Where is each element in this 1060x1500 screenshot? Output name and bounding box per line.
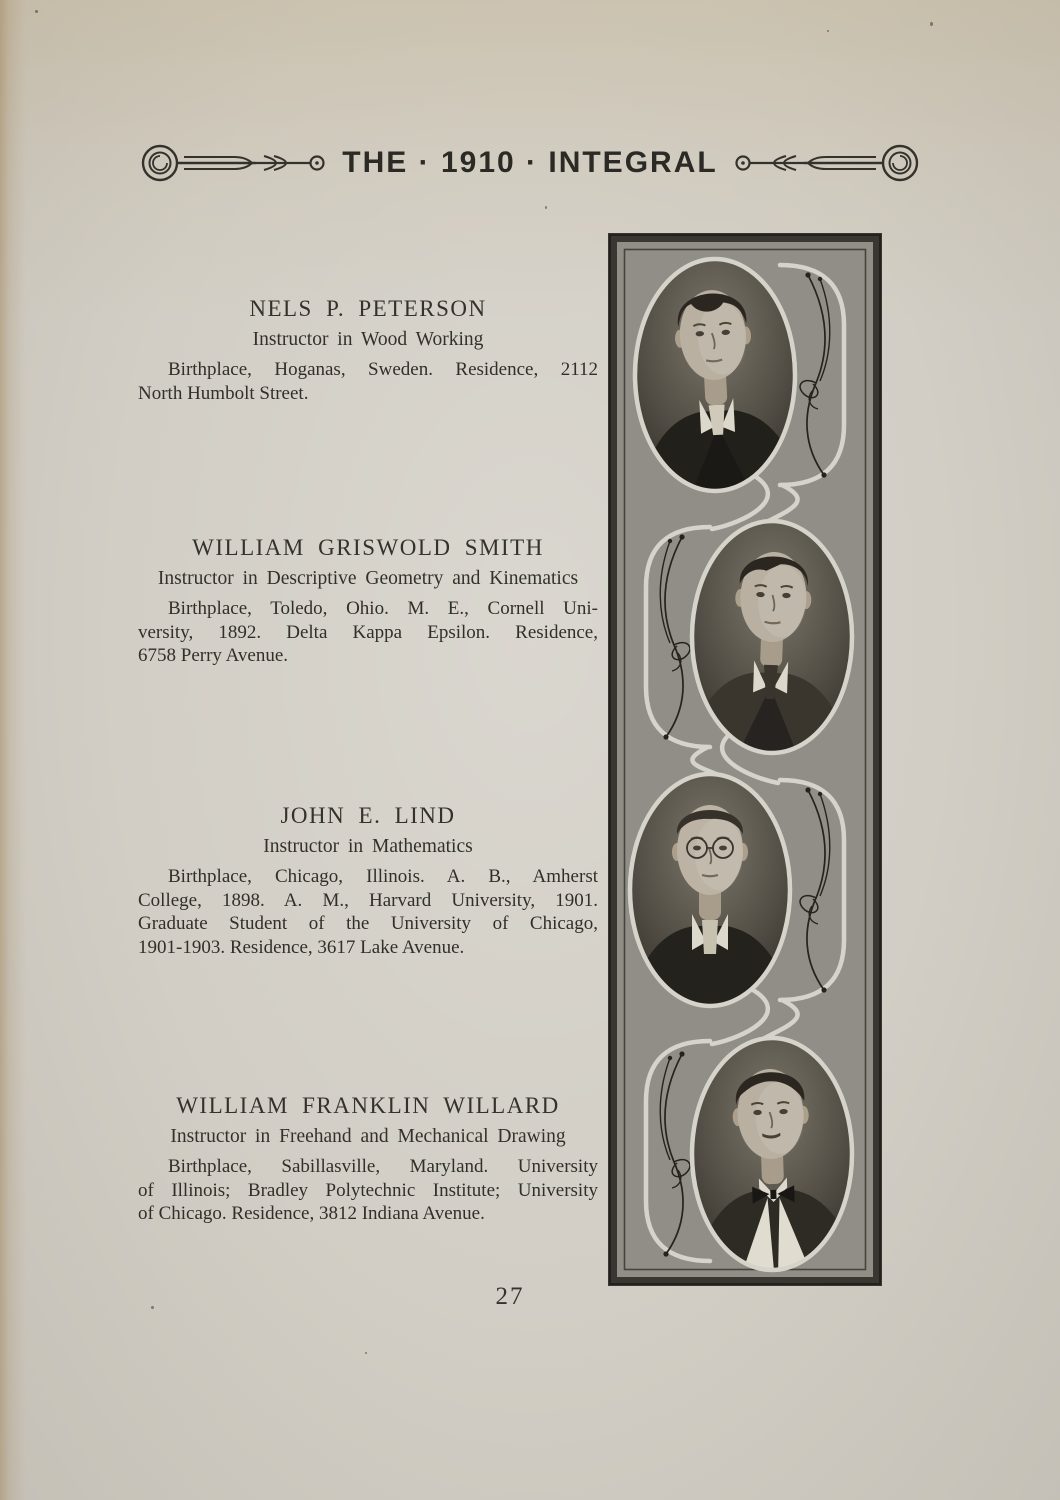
entry-bio [138,865,598,959]
filigree-right-icon [732,135,922,191]
filigree-left-icon [138,135,328,191]
bio-line: Graduate Student of the University of Chicago, [138,913,598,934]
faculty-entry [138,533,598,668]
page-title: THE · 1910 · INTEGRAL [342,146,718,179]
paper-speck [827,30,829,32]
page-header [0,133,1060,193]
entry-name: NELS P. PETERSON [249,296,487,321]
page-number: 27 [495,1283,525,1310]
bio-line: 1901-1903. Residence, 3617 Lake Avenue. [138,936,465,958]
bio-line: 6758 Perry Avenue. [138,645,289,666]
bio-line: versity, 1892. Delta Kappa Epsilon. Residence, [138,621,598,643]
bio-line: Birthplace, Toledo, Ohio. M. E., Cornell Uni- [168,598,598,619]
photo-panel-graphic [608,233,882,1286]
entry-name: WILLIAM GRISWOLD SMITH [192,535,544,560]
entry-bio [138,1155,598,1226]
bio-line: of Chicago. Residence, 3812 Indiana Avenue. [138,1203,485,1224]
entry-title: Instructor in Wood Working [252,329,484,350]
bio-line: Birthplace, Hoganas, Sweden. Residence, 2112 [168,359,598,380]
faculty-entry [138,1091,598,1226]
paper-speck [930,22,933,26]
photo-panel [608,233,882,1286]
entry-bio [138,358,598,405]
faculty-entry [138,801,598,959]
paper-speck [545,206,547,209]
bio-line: Birthplace, Sabillasville, Maryland. University [168,1156,598,1177]
entry-bio [138,597,598,668]
paper-speck [151,1306,154,1309]
entry-title: Instructor in Descriptive Geometry and Kinematics [157,568,579,589]
bio-line: North Humbolt Street. [138,382,309,404]
bio-line: of Illinois; Bradley Polytechnic Institute; University [138,1179,598,1201]
entry-name: JOHN E. LIND [280,803,456,828]
paper-speck [365,1352,367,1354]
bio-line: College, 1898. A. M., Harvard University, 1901. [138,889,598,911]
entry-name: WILLIAM FRANKLIN WILLARD [176,1093,560,1118]
entry-title: Instructor in Mathematics [263,836,473,857]
entry-title: Instructor in Freehand and Mechanical Drawing [170,1126,566,1147]
paper-speck [35,10,38,13]
faculty-entry [138,294,598,405]
bio-line: Birthplace, Chicago, Illinois. A. B., Amherst [168,866,598,887]
